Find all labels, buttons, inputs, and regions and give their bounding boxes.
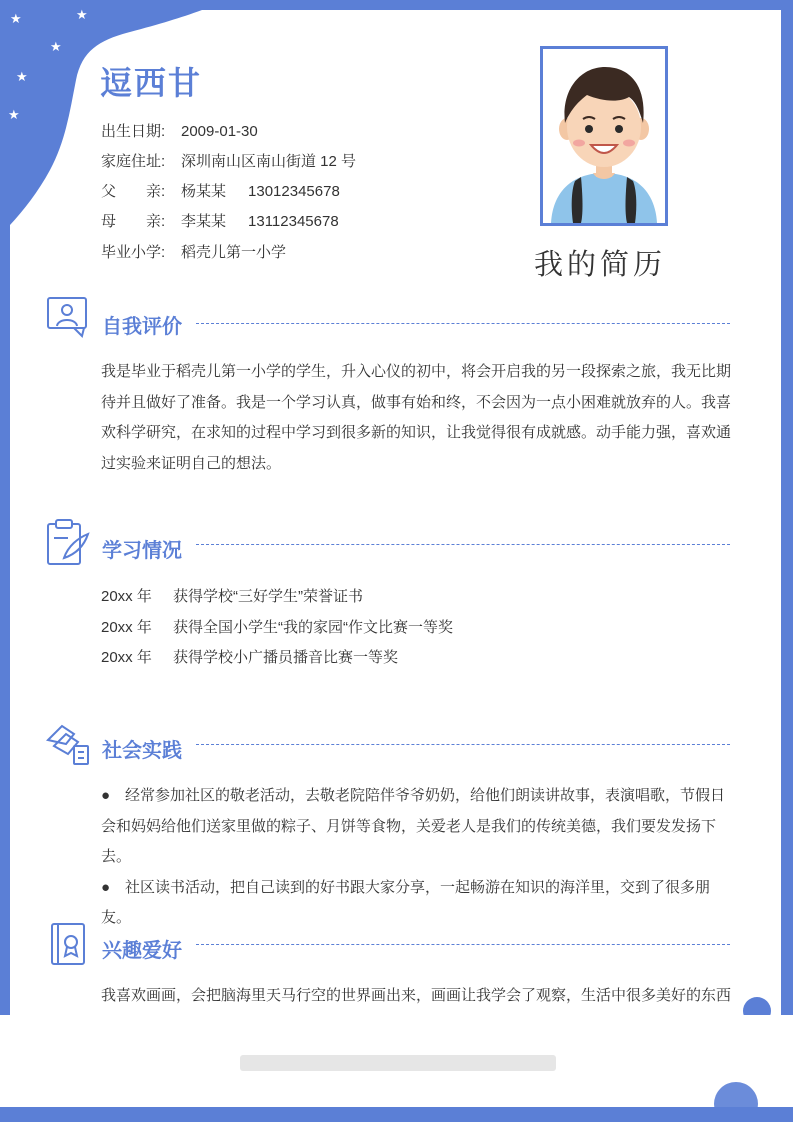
study-title: 学习情况 xyxy=(102,540,182,562)
study-text: 获得全国小学生“我的家园“作文比赛一等奖 xyxy=(173,619,453,636)
star-icon: ★ xyxy=(16,69,28,84)
practice-list xyxy=(101,781,731,934)
section-divider xyxy=(196,544,730,545)
birth-value: 2009-01-30 xyxy=(181,123,258,140)
address-label: 家庭住址: xyxy=(101,153,166,170)
practice-text: 社区读书活动，把自己读到的好书跟大家分享，一起畅游在知识的海洋里，交到了很多朋友。 xyxy=(101,878,711,926)
school-row xyxy=(101,241,286,262)
hobby-title: 兴趣爱好 xyxy=(102,940,182,962)
avatar-photo xyxy=(540,46,668,226)
address-value: 深圳南山区南山街道 12 号 xyxy=(181,153,357,170)
mother-phone: 13112345678 xyxy=(248,213,339,230)
study-item xyxy=(101,585,363,606)
resume-title: 我的简历 xyxy=(534,249,667,281)
student-name: 逗西甘 xyxy=(100,65,203,101)
mother-label: 母 亲: xyxy=(101,213,166,230)
father-label: 父 亲: xyxy=(101,183,166,200)
handshake-icon xyxy=(44,718,94,768)
father-phone: 13012345678 xyxy=(248,183,340,200)
study-year: 20xx 年 xyxy=(101,649,152,666)
study-year: 20xx 年 xyxy=(101,588,152,605)
section-divider xyxy=(196,744,730,745)
section-divider xyxy=(196,944,730,945)
blurred-watermark xyxy=(240,1055,556,1071)
father-row xyxy=(101,180,340,201)
practice-text: 经常参加社区的敬老活动，去敬老院陪伴爷爷奶奶，给他们朗读讲故事，表演唱歌，节假日会和妈妈给他们送家里做的粽子、月饼等食物，关爱老人是我们的传统美德，我们要发发扬下去。 xyxy=(101,787,726,865)
study-text: 获得学校小广播员播音比赛一等奖 xyxy=(173,649,399,666)
mother-name: 李某某 xyxy=(181,213,227,230)
list-item xyxy=(101,873,731,934)
section-divider xyxy=(196,323,730,324)
clipboard-pen-icon xyxy=(44,518,92,568)
bullet-icon: ● xyxy=(101,878,111,896)
boy-avatar-illustration xyxy=(543,49,665,223)
study-text: 获得学校“三好学生”荣誉证书 xyxy=(173,588,363,605)
practice-title: 社会实践 xyxy=(102,740,182,762)
study-year: 20xx 年 xyxy=(101,619,152,636)
footer-decoration xyxy=(710,1070,766,1110)
school-label: 毕业小学: xyxy=(101,244,166,261)
father-name: 杨某某 xyxy=(181,183,227,200)
bullet-icon: ● xyxy=(101,787,111,804)
certificate-icon xyxy=(44,920,92,968)
profile-card-icon xyxy=(44,294,92,340)
self-evaluation-title: 自我评价 xyxy=(102,316,182,338)
list-item xyxy=(101,781,731,873)
mother-row xyxy=(101,210,339,231)
school-value: 稻壳儿第一小学 xyxy=(181,244,287,261)
star-icon: ★ xyxy=(8,107,20,122)
self-evaluation-text: 我是毕业于稻壳儿第一小学的学生，升入心仪的初中，将会开启我的另一段探索之旅，我无比期待并且做好了准备。我是一个学习认真，做事有始和终，不会因为一点小困难就放弃的人。我喜欢科学研究，在求知的过程中学习到很多新的知识，让我觉得很有成就感。动手能力强，喜欢通过实验来证明自己的想法。 xyxy=(101,363,732,472)
study-item xyxy=(101,616,453,637)
star-icon: ★ xyxy=(50,39,62,54)
resume-page xyxy=(8,7,781,1105)
birth-label: 出生日期: xyxy=(101,123,166,140)
star-icon: ★ xyxy=(76,7,88,22)
hobby-text: 我喜欢画画，会把脑海里天马行空的世界画出来，画画让我学会了观察，生活中很多美好的东西 xyxy=(101,987,732,1004)
address-row xyxy=(101,150,356,171)
study-item xyxy=(101,646,398,667)
birth-row xyxy=(101,120,258,141)
star-icon: ★ xyxy=(10,11,22,26)
